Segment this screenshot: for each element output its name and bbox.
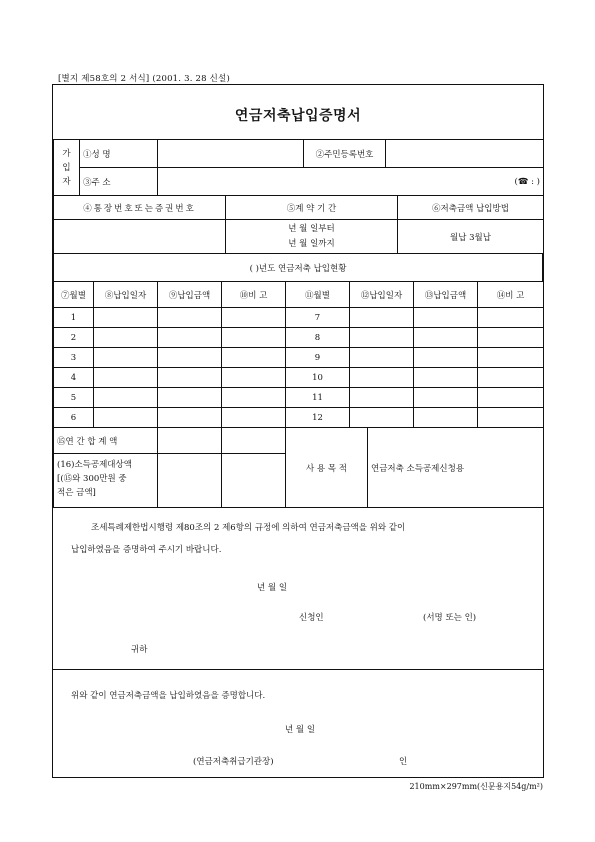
date-cell[interactable] xyxy=(94,308,158,328)
month-cell: 12 xyxy=(286,408,350,428)
remark-cell[interactable] xyxy=(222,348,286,368)
col-amount-right: ⑬납입금액 xyxy=(414,282,478,308)
month-cell: 5 xyxy=(54,388,94,408)
amount-cell[interactable] xyxy=(158,308,222,328)
remark-cell[interactable] xyxy=(222,328,286,348)
paper-spec-note: 210mm×297mm(신문용지54g/m²) xyxy=(409,782,543,791)
date-cell[interactable] xyxy=(350,408,414,428)
remark-cell[interactable] xyxy=(478,408,544,428)
col-remark-right: ⑭비 고 xyxy=(478,282,544,308)
institution-head-label: (연금저축취급기관장) xyxy=(193,757,274,767)
remark-cell[interactable] xyxy=(478,348,544,368)
account-no-field[interactable] xyxy=(54,220,226,254)
payment-method-field[interactable]: 월납 3월납 xyxy=(398,220,544,254)
remark-cell[interactable] xyxy=(478,368,544,388)
applicant-sign[interactable]: (서명 또는 인) xyxy=(423,613,477,623)
deduction-field[interactable] xyxy=(158,454,222,508)
month-cell: 6 xyxy=(54,408,94,428)
annual-total-field[interactable] xyxy=(158,428,222,454)
date-cell[interactable] xyxy=(350,348,414,368)
table-row xyxy=(54,368,544,388)
deduction-label: (16)소득공제대상액 [(⑮와 300만원 중 적은 금액] xyxy=(54,454,158,508)
addressee-label: 귀하 xyxy=(131,645,148,655)
table-row xyxy=(54,408,544,428)
date-cell[interactable] xyxy=(94,368,158,388)
form-number-note: [별지 제58호의 2 서식] (2001. 3. 28 신설) xyxy=(58,74,230,84)
col-date-right: ⑫납입일자 xyxy=(350,282,414,308)
month-cell: 8 xyxy=(286,328,350,348)
amount-cell[interactable] xyxy=(414,408,478,428)
table-row xyxy=(54,308,544,328)
remark-cell[interactable] xyxy=(478,308,544,328)
col-remark-left: ⑩비 고 xyxy=(222,282,286,308)
table-row xyxy=(54,348,544,368)
date-cell[interactable] xyxy=(350,308,414,328)
date-cell[interactable] xyxy=(350,368,414,388)
account-no-label: ④통장번호또는증권번호 xyxy=(54,196,226,220)
totals-table xyxy=(53,427,544,508)
month-cell: 2 xyxy=(54,328,94,348)
rrn-label: ②주민등록번호 xyxy=(304,140,386,168)
amount-cell[interactable] xyxy=(414,388,478,408)
remark-cell[interactable] xyxy=(478,388,544,408)
subscriber-table xyxy=(53,139,544,196)
date-cell[interactable] xyxy=(94,348,158,368)
col-month-right: ⑪월별 xyxy=(286,282,350,308)
annual-total-extra-field[interactable] xyxy=(222,428,286,454)
col-date-left: ⑧납입일자 xyxy=(94,282,158,308)
amount-cell[interactable] xyxy=(158,328,222,348)
address-field[interactable] xyxy=(158,168,544,196)
month-cell: 3 xyxy=(54,348,94,368)
col-amount-left: ⑨납입금액 xyxy=(158,282,222,308)
date-cell[interactable] xyxy=(350,388,414,408)
deduction-extra-field[interactable] xyxy=(222,454,286,508)
request-statement-line2: 납입하였음을 증명하여 주시기 바랍니다. xyxy=(71,545,222,555)
month-cell: 1 xyxy=(54,308,94,328)
subscriber-side-label: 가 입 자 xyxy=(54,140,80,196)
remark-cell[interactable] xyxy=(478,328,544,348)
table-row xyxy=(54,328,544,348)
monthly-payment-table xyxy=(53,281,544,428)
table-row xyxy=(54,388,544,408)
status-title-table xyxy=(53,253,543,282)
date-cell[interactable] xyxy=(94,388,158,408)
name-label: ①성 명 xyxy=(80,140,158,168)
payment-method-label: ⑥저축금액 납입방법 xyxy=(398,196,544,220)
purpose-value: 연금저축 소득공제신청용 xyxy=(368,428,544,508)
contract-period-label: ⑤계 약 기 간 xyxy=(226,196,398,220)
amount-cell[interactable] xyxy=(414,348,478,368)
seal-label[interactable]: 인 xyxy=(399,757,408,767)
amount-cell[interactable] xyxy=(158,388,222,408)
month-cell: 9 xyxy=(286,348,350,368)
contract-period-field[interactable]: 년 월 일부터 년 월 일까지 xyxy=(226,220,398,254)
phone-placeholder: (☎ : ) xyxy=(514,176,540,187)
certification-date[interactable]: 년 월 일 xyxy=(285,725,316,735)
month-cell: 10 xyxy=(286,368,350,388)
amount-cell[interactable] xyxy=(158,368,222,388)
name-field[interactable] xyxy=(158,140,304,168)
applicant-label: 신청인 xyxy=(299,613,324,623)
month-cell: 11 xyxy=(286,388,350,408)
section-divider xyxy=(53,669,543,670)
request-date[interactable]: 년 월 일 xyxy=(257,583,288,593)
request-statement-line1: 조세특례제한법시행령 제80조의 2 제6항의 규정에 의하여 연금저축금액을 위와 같이 xyxy=(91,523,406,533)
remark-cell[interactable] xyxy=(222,388,286,408)
rrn-field[interactable] xyxy=(386,140,544,168)
certification-statement: 위와 같이 연금저축금액을 납입하였음을 증명합니다. xyxy=(71,691,266,701)
amount-cell[interactable] xyxy=(414,308,478,328)
date-cell[interactable] xyxy=(94,408,158,428)
payment-status-title: ( )년도 연금저축 납입현황 xyxy=(54,254,543,282)
purpose-label: 사 용 목 적 xyxy=(286,428,368,508)
month-cell: 4 xyxy=(54,368,94,388)
amount-cell[interactable] xyxy=(158,408,222,428)
amount-cell[interactable] xyxy=(414,328,478,348)
form-title: 연금저축납입증명서 xyxy=(234,108,362,124)
month-cell: 7 xyxy=(286,308,350,328)
address-label: ③주 소 xyxy=(80,168,158,196)
annual-total-label: ⑮연 간 합 계 액 xyxy=(54,428,158,454)
amount-cell[interactable] xyxy=(414,368,478,388)
account-table xyxy=(53,195,544,254)
remark-cell[interactable] xyxy=(222,308,286,328)
remark-cell[interactable] xyxy=(222,408,286,428)
date-cell[interactable] xyxy=(94,328,158,348)
date-cell[interactable] xyxy=(350,328,414,348)
amount-cell[interactable] xyxy=(158,348,222,368)
certificate-form xyxy=(52,84,544,778)
col-month-left: ⑦월별 xyxy=(54,282,94,308)
title-row xyxy=(53,85,543,139)
remark-cell[interactable] xyxy=(222,368,286,388)
